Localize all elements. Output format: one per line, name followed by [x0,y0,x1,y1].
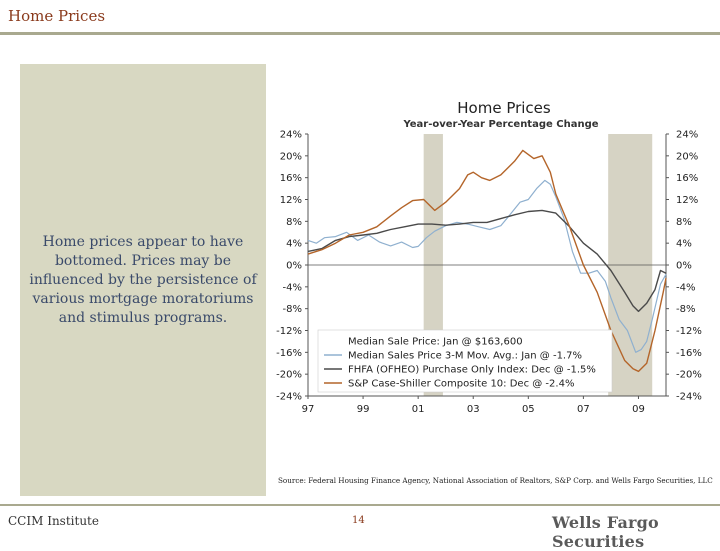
source-note: Source: Federal Housing Finance Agency, National Association of Realtors, S&P Corp. and Wells Fargo Securities, LLC [278,476,713,485]
y-tick-label-left: -16% [276,347,302,359]
panel-text: Home prices appear to have bottomed. Prices may be influenced by the persistence of various mortgage moratoriums and stimulus programs. [29,234,257,326]
top-divider [0,32,720,35]
y-tick-label-right: 0% [676,260,692,272]
x-tick-label: 07 [577,404,590,415]
slide-title: Home Prices [8,7,106,25]
y-tick-label-left: 0% [286,260,302,272]
legend-label-median_3m: Median Sales Price 3-M Mov. Avg.: Jan @ -1.7% [348,350,582,362]
page-number: 14 [352,515,365,526]
x-tick-label: 99 [356,404,370,415]
y-tick-label-left: -12% [276,326,302,337]
y-tick-label-left: -4% [282,282,302,294]
x-tick-label: 09 [632,404,645,415]
y-tick-label-left: -24% [276,391,302,403]
wells-fargo-logo: Wells Fargo Securities [552,513,659,551]
legend-label-case_shiller: S&P Case-Shiller Composite 10: Dec @ -2.4% [348,378,575,390]
legend-label-fhfa: FHFA (OFHEO) Purchase Only Index: Dec @ -1.5% [348,364,596,376]
chart-subtitle: Year-over-Year Percentage Change [403,119,599,130]
y-tick-label-left: 20% [279,151,302,163]
x-tick-label: 97 [301,404,315,415]
legend [318,330,612,392]
bottom-divider [0,504,720,506]
y-tick-label-right: 20% [676,151,699,163]
footer-organization: CCIM Institute [8,514,99,528]
legend-label-median: Median Sale Price: Jan @ $163,600 [348,336,523,348]
home-prices-chart [270,90,710,430]
y-tick-label-right: 8% [676,216,692,228]
y-tick-label-right: -4% [676,282,696,294]
y-tick-label-left: 12% [279,195,302,206]
y-tick-label-right: -8% [676,304,696,316]
y-tick-label-right: -20% [676,369,702,381]
y-tick-label-right: -16% [676,347,702,359]
chart-title: Home Prices [457,99,551,117]
y-tick-label-left: 8% [286,216,302,228]
y-tick-label-right: 4% [676,238,692,250]
x-tick-label: 01 [411,404,425,415]
y-tick-label-right: 24% [676,129,699,141]
y-tick-label-left: -8% [282,304,302,316]
chart-container [270,90,710,430]
y-tick-label-left: 16% [279,173,302,185]
y-tick-label-left: 24% [279,129,302,141]
x-tick-label: 03 [466,404,480,415]
x-tick-label: 05 [521,404,535,415]
y-tick-label-right: -24% [676,391,702,403]
y-tick-label-right: 12% [676,195,699,206]
y-tick-label-right: 16% [676,173,699,185]
y-tick-label-right: -12% [676,326,702,337]
y-tick-label-left: -20% [276,369,302,381]
y-tick-label-left: 4% [286,238,302,250]
